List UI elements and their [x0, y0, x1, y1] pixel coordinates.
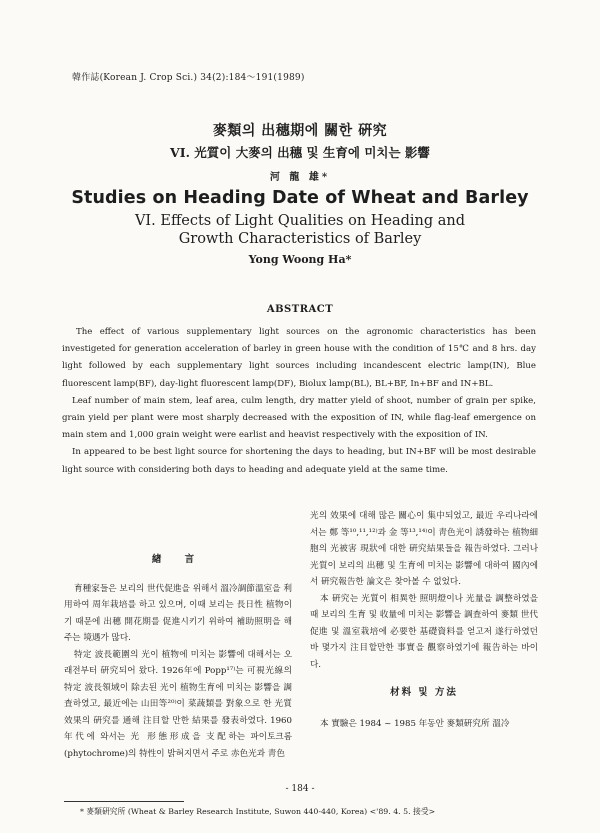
korean-subtitle: VI. 光質이 大麥의 出穗 및 生育에 미치는 影響 — [170, 145, 430, 160]
english-subtitle-line-2: Growth Characteristics of Barley — [178, 231, 422, 247]
abstract-heading: ABSTRACT — [266, 304, 334, 315]
abstract-paragraph-1: The effect of various supplementary light sources on the agronomic characteristics has been investigeted for generation acceleration of barley in green house with the condition of 15℃ and 8 hrs. day light followed by each supplementary light sources including incandescent electric lamp(IN), Blue fluorescent lamp(BF), day-light fluorescent lamp(DF), Biolux lamp(BL), BL+BF, In+BF and IN+BL. — [62, 327, 536, 389]
methods-heading: 材料 및 方法 — [390, 687, 458, 698]
english-title: Studies on Heading Date of Wheat and Barley — [71, 188, 529, 208]
abstract-paragraph-3: In appeared to be best light source for shortening the days to heading, but IN+BF will be most desirable light source with considering both days to heading and adequate yield at the same time. — [62, 447, 536, 475]
footnote-divider — [64, 801, 184, 802]
page-number: - 184 - — [285, 784, 315, 794]
korean-title: 麥類의 出穗期에 關한 硏究 — [212, 123, 388, 139]
methods-paragraph-1: 本 實驗은 1984 ~ 1985 年동안 麥類硏究所 溫冷 — [320, 718, 510, 729]
english-author: Yong Woong Ha* — [248, 253, 352, 266]
journal-citation: 韓作誌(Korean J. Crop Sci.) 34(2):184〜191(1989) — [72, 73, 305, 83]
abstract-paragraph-2: Leaf number of main stem, leaf area, culm length, dry matter yield of shoot, number of grain per spike, grain yield per plant were most sharply decreased with the exposition of IN, while flag-leaf emergence on main stem and 1,000 grain weight were earlist and heavist respectively with the exposition of IN. — [62, 395, 536, 441]
right-column — [310, 508, 538, 732]
intro-paragraph-2: 特定 波長範圍의 光이 植物에 미치는 影響에 대해서는 오래전부터 硏究되어 왔다. 1926年에 Popp¹⁷⁾는 可視光線의 特定 波長領域이 除去된 光이 植物生育에 미치는 影響을 調査하였고, 最近에는 山田等²⁰⁾이 菜蔬類를 對象으로 한 光質效果의 硏究를 通해 注目할 만한 結果를 發表하였다. 1960年代에 와서는 光 形態形成을 支配하는 파이토크롬(phytochrome)의 特性이 밝혀지면서 주로 赤色光과 靑色 — [64, 649, 292, 759]
intro-paragraph-3: 光의 效果에 대해 많은 關心이 集中되었고, 最近 우리나라에서는 鄭 等¹⁰,¹¹,¹²⁾과 金 等¹³,¹⁴⁾이 靑色光이 誘發하는 植物細胞의 光被害 現狀에 대한 硏究結果들을 報告하였다. 그러나 光質이 보리의 出穗 및 生育에 미치는 影響에 대하여 國內에서 硏究報告한 論文은 찾아볼 수 없었다. — [310, 511, 538, 587]
english-subtitle-line-1: VI. Effects of Light Qualities on Heading and — [134, 213, 466, 229]
intro-paragraph-1: 育種家들은 보리의 世代促進을 위해서 溫冷調節溫室을 利用하여 周年栽培를 하고 있으며, 이때 보리는 長日性 植物이기 때문에 出穗 開花期를 促進시키기 위하여 補助照明을 해 주는 境遇가 많다. — [64, 583, 292, 643]
intro-paragraph-4: 本 硏究는 光質이 相異한 照明燈이나 光量을 調整하였을때 보리의 生育 및 收量에 미치는 影響을 調査하여 麥類 世代促進 및 溫室栽培에 必要한 基礎資料를 얻고저 遂行하였던 바 몇가지 注目할만한 事實을 觀察하였기에 報告하는 바이다. — [310, 593, 538, 670]
footnote: * 麥類硏究所 (Wheat & Barley Research Institute, Suwon 440-440, Korea) <'89. 4. 5. 接受> — [80, 807, 436, 816]
introduction-heading: 緖 言 — [151, 554, 205, 565]
left-column — [64, 542, 292, 762]
abstract-body — [62, 324, 536, 479]
korean-author: 河 龍 雄* — [269, 172, 331, 183]
